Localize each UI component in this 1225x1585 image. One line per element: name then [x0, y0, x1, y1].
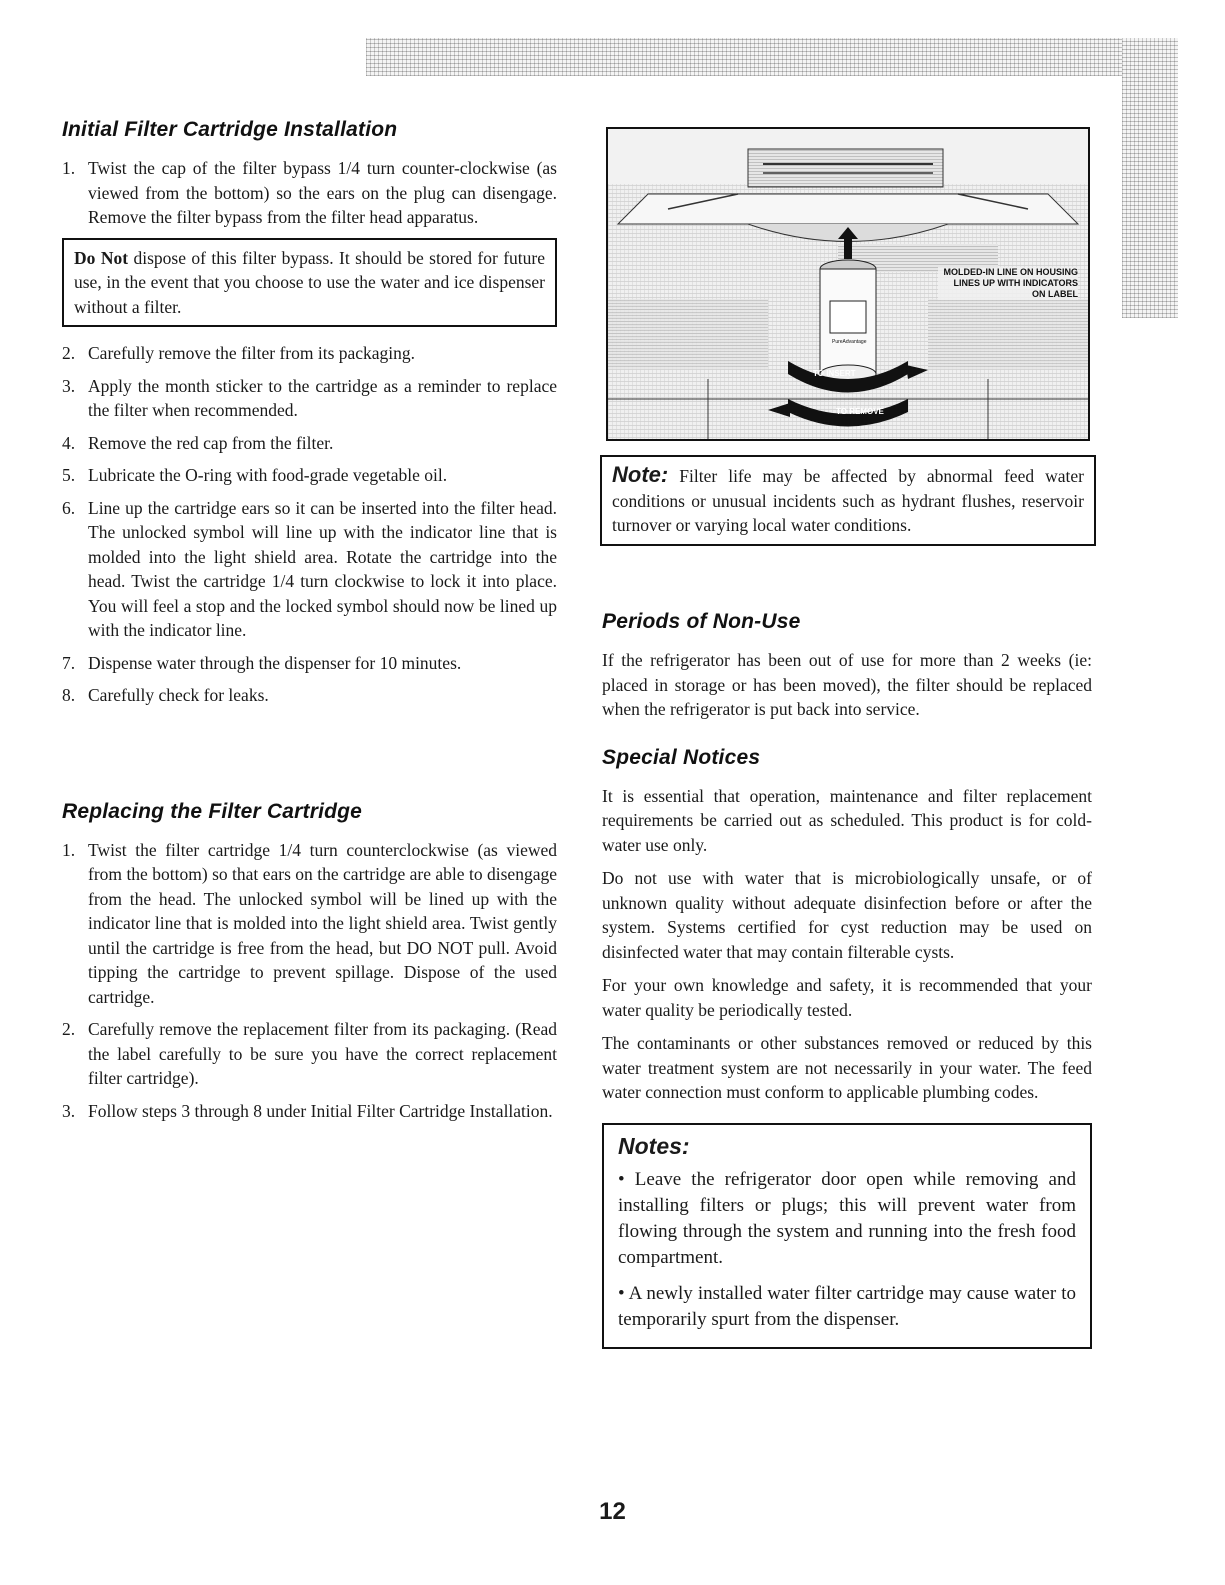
- note-text: Filter life may be affected by abnormal feed water conditions or unusual incidents such as hydrant flushes, reservoir turnover or varying local water conditions.: [612, 466, 1084, 535]
- initial-installation-heading: Initial Filter Cartridge Installation: [62, 118, 398, 141]
- note-label: Note:: [612, 462, 669, 487]
- list-item: 2. Carefully remove the filter from its packaging.: [62, 343, 416, 363]
- to-remove-label: TO REMOVE: [836, 407, 884, 416]
- list-item: 7. Dispense water through the dispenser for 10 minutes.: [62, 652, 462, 673]
- list-item: 1. Twist the filter cartridge 1/4 turn counterclockwise (as viewed from the bottom) so that ears on the cartridge are able to disengage from the head. The unlocked symbol will be lined up with the indicator line that is molded into the light shield area. Twist gently until the cartridge is free from the head, but DO NOT pull. Avoid tipping the cartridge to prevent spillage. Dispose of the used cartridge.: [62, 839, 557, 1007]
- list-item: 1. Twist the cap of the filter bypass 1/4 turn counter-clockwise (as viewed from the bottom) so the ears on the plug can disengage. Remove the filter bypass from the filter head apparatus.: [62, 158, 557, 227]
- list-item: 4. Remove the red cap from the filter.: [62, 432, 334, 453]
- filter-life-note-box: [600, 455, 1096, 546]
- special-paragraph: Do not use with water that is microbiologically unsafe, or of unknown quality without adequate disinfection before or after the system. Systems certified for cyst reduction may be used on disinfected water that may contain filterable cysts.: [602, 868, 1092, 962]
- list-item: 3. Follow steps 3 through 8 under Initial Filter Cartridge Installation.: [62, 1100, 553, 1121]
- decorative-side-band: [1122, 38, 1178, 318]
- page-number: 12: [599, 1498, 626, 1525]
- list-item: 2. Carefully remove the replacement filter from its packaging. (Read the label carefully to be sure you have the correct replacement filter cartridge).: [62, 1019, 557, 1088]
- special-paragraph: It is essential that operation, maintenance and filter replacement requirements be carried out as scheduled. This product is for cold-water use only.: [602, 785, 1092, 855]
- bypass-warning-box: [62, 238, 557, 328]
- warning-text: dispose of this filter bypass. It should be stored for future use, in the event that you choose to use the water and ice dispenser without a filter.: [74, 247, 545, 317]
- replacing-steps-list: [62, 838, 557, 1124]
- decorative-top-band: [366, 38, 1178, 76]
- molded-line-callout: MOLDED-IN LINE ON HOUSING LINES UP WITH INDICATORS ON LABEL: [938, 267, 1078, 300]
- special-paragraph: For your own knowledge and safety, it is recommended that your water quality be periodically tested.: [602, 975, 1092, 1020]
- right-column: [602, 610, 1092, 1363]
- non-use-text: If the refrigerator has been out of use for more than 2 weeks (ie: placed in storage or has been moved), the filter should be replaced when the refrigerator is put back into service.: [602, 650, 1092, 719]
- notes-box: [602, 1123, 1092, 1349]
- warning-emphasis: Do Not: [74, 247, 129, 268]
- list-item: 5. Lubricate the O-ring with food-grade vegetable oil.: [62, 465, 448, 485]
- left-column: [62, 118, 557, 1131]
- list-item: 8. Carefully check for leaks.: [62, 685, 269, 705]
- list-item: 6. Line up the cartridge ears so it can be inserted into the filter head. The unlocked symbol will line up with the indicator line that is molded into the light shield area. Rotate the cartridge into the head. Twist the cartridge 1/4 turn clockwise to lock it into place. You will feel a stop and the locked symbol should now be lined up with the indicator line.: [62, 497, 557, 640]
- special-paragraph: The contaminants or other substances removed or reduced by this water treatment system are not necessarily in your water. The feed water connection must conform to applicable plumbing codes.: [602, 1033, 1092, 1102]
- notes-item: • A newly installed water filter cartridge may cause water to temporarily spurt from the dispenser.: [618, 1282, 1076, 1330]
- list-item: 3. Apply the month sticker to the cartridge as a reminder to replace the filter when recommended.: [62, 375, 557, 420]
- non-use-heading: Periods of Non-Use: [602, 610, 801, 633]
- initial-steps-list-continued: [62, 341, 557, 708]
- replacing-heading: Replacing the Filter Cartridge: [62, 799, 363, 823]
- initial-steps-list: [62, 156, 557, 230]
- notes-label: Notes:: [618, 1132, 690, 1159]
- filter-brand-label: PureAdvantage: [832, 339, 867, 345]
- notes-item: • Leave the refrigerator door open while removing and installing filters or plugs; this will prevent water from flowing through the system and running into the fresh food compartment.: [618, 1168, 1076, 1268]
- special-notices-heading: Special Notices: [602, 745, 761, 769]
- filter-installation-figure: [606, 127, 1090, 441]
- to-insert-label: TO INSERT: [813, 369, 856, 378]
